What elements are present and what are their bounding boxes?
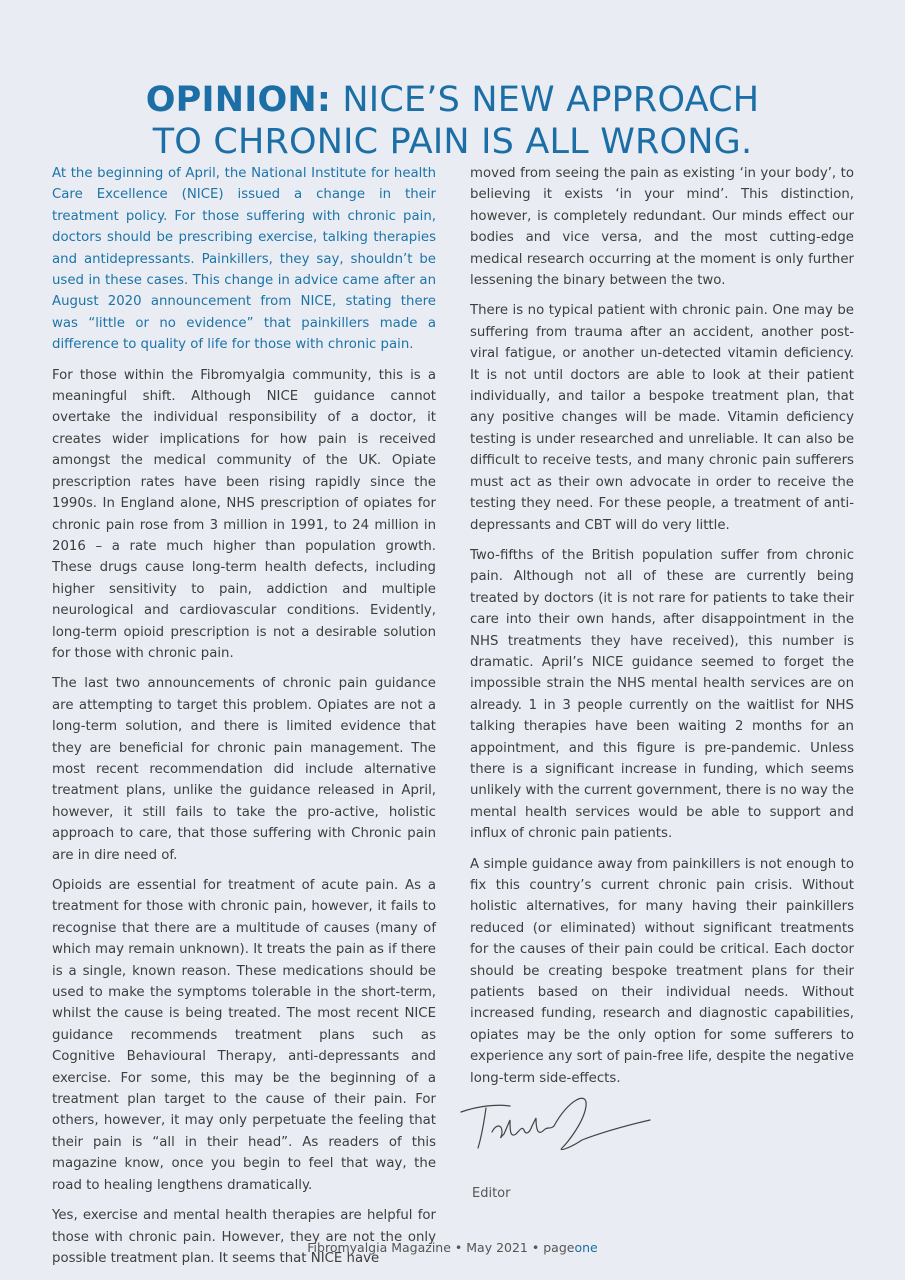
intro-paragraph: At the beginning of April, the National Institute for health Care Excellence (NICE) issued a change in their treatment policy. For those suffering with chronic pain, doctors should be prescribing exercise, talking therapies and antidepressants. Painkillers, they say, shouldn’t be used in these cases. This change in advice came after an August 2020 announcement from NICE, stating there was “little or no evidence” that painkillers made a difference to quality of life for those with chronic pain.: [52, 166, 436, 353]
left-column: [52, 163, 436, 1278]
title-line2: TO CHRONIC PAIN IS ALL WRONG.: [152, 122, 753, 163]
footer-page-prefix: page: [543, 1240, 575, 1255]
right-column: [470, 163, 854, 1098]
title-line1-rest: NICE’S NEW APPROACH: [342, 80, 760, 121]
signature-scribble: [458, 1090, 658, 1170]
article-title: [0, 79, 905, 163]
body-paragraph: Opioids are essential for treatment of acute pain. As a treatment for those with chronic pain, however, it fails to recognise that there are a multitude of causes (many of which may remain unknown). It treats the pain as if there is a single, known reason. These medications should be used to make the symptoms tolerable in the short-term, whilst the cause is being treated. The most recent NICE guidance recommends treatment plans such as Cognitive Behavioural Therapy, anti-depressants and exercise. For some, this may be the beginning of a treatment plan target to the cause of their pain. For others, however, it may only perpetuate the feeling that their pain is “all in their head”. As readers of this magazine know, once you begin to feel that way, the road to healing lengthens dramatically.: [52, 878, 436, 1193]
body-paragraph: There is no typical patient with chronic pain. One may be suffering from trauma after an accident, another post-viral fatigue, or another un-detected vitamin deficiency. It is not until doctors are able to look at their patient individually, and tailor a bespoke treatment plan, that any positive changes will be made. Vitamin deficiency testing is under researched and unreliable. It can also be difficult to receive tests, and many chronic pain sufferers must act as their own advocate in order to receive the testing they need. For these people, a treatment of anti-depressants and CBT will do very little.: [470, 303, 854, 533]
body-paragraph: A simple guidance away from painkillers is not enough to fix this country’s current chronic pain crisis. Without holistic alternatives, for many having their painkillers reduced (or eliminated) without significant treatments for the causes of their pain could be critical. Each doctor should be creating bespoke treatment plans for their patients based on their individual needs. Without increased funding, research and diagnostic capabilities, opiates may be the only option for some sufferers to experience any sort of pain-free life, despite the negative long-term side-effects.: [470, 856, 854, 1086]
footer-date: May 2021: [466, 1240, 528, 1255]
footer-page-word: one: [574, 1240, 598, 1255]
editor-signature: [458, 1090, 658, 1174]
footer-page: [543, 1240, 598, 1255]
footer-separator: •: [454, 1240, 463, 1255]
body-paragraph: The last two announcements of chronic pain guidance are attempting to target this problem. Opiates are not a long-term solution, and there is limited evidence that they are beneficial for chronic pain management. The most recent recommendation did include alternative treatment plans, unlike the guidance released in April, however, it still fails to take the pro-active, holistic approach to care, that those suffering with Chronic pain are in dire need of.: [52, 676, 436, 863]
page-footer: [0, 1240, 905, 1255]
body-paragraph: Yes, exercise and mental health therapies are helpful for those with chronic pain. However, they are not the only possible treatment plan. It seems that NICE have: [52, 1208, 436, 1266]
body-paragraph: For those within the Fibromyalgia community, this is a meaningful shift. Although NICE guidance cannot overtake the individual responsibility of a doctor, it creates wider implications for how pain is received amongst the medical community of the UK. Opiate prescription rates have been rising rapidly since the 1990s. In England alone, NHS prescription of opiates for chronic pain rose from 3 million in 1991, to 24 million in 2016 – a rate much higher than population growth. These drugs cause long-term health defects, including higher sensitivity to pain, addiction and multiple neurological and cardiovascular conditions. Evidently, long-term opioid prescription is not a desirable solution for those with chronic pain.: [52, 367, 436, 661]
footer-magazine: Fibromyalgia Magazine: [307, 1240, 451, 1255]
body-paragraph: Two-fifths of the British population suffer from chronic pain. Although not all of these are currently being treated by doctors (it is not rare for patients to take their care into their own hands, after disappointment in the NHS treatments they have received), this number is dramatic. April’s NICE guidance seemed to forget the impossible strain the NHS mental health services are on already. 1 in 3 people currently on the waitlist for NHS talking therapies have been waiting 2 months for an appointment, and this figure is pre-pandemic. Unless there is a significant increase in funding, which seems unlikely with the current government, there is no way the mental health services would be able to support and influx of chronic pain patients.: [470, 547, 854, 842]
title-lead: OPINION:: [145, 80, 332, 121]
footer-separator: •: [531, 1240, 540, 1255]
editor-label: Editor: [472, 1186, 511, 1201]
body-paragraph: moved from seeing the pain as existing ‘in your body’, to believing it exists ‘in your mind’. This distinction, however, is completely redundant. Our minds effect our bodies and vice versa, and the most cutting-edge medical research occurring at the moment is only further lessening the binary between the two.: [470, 166, 854, 289]
